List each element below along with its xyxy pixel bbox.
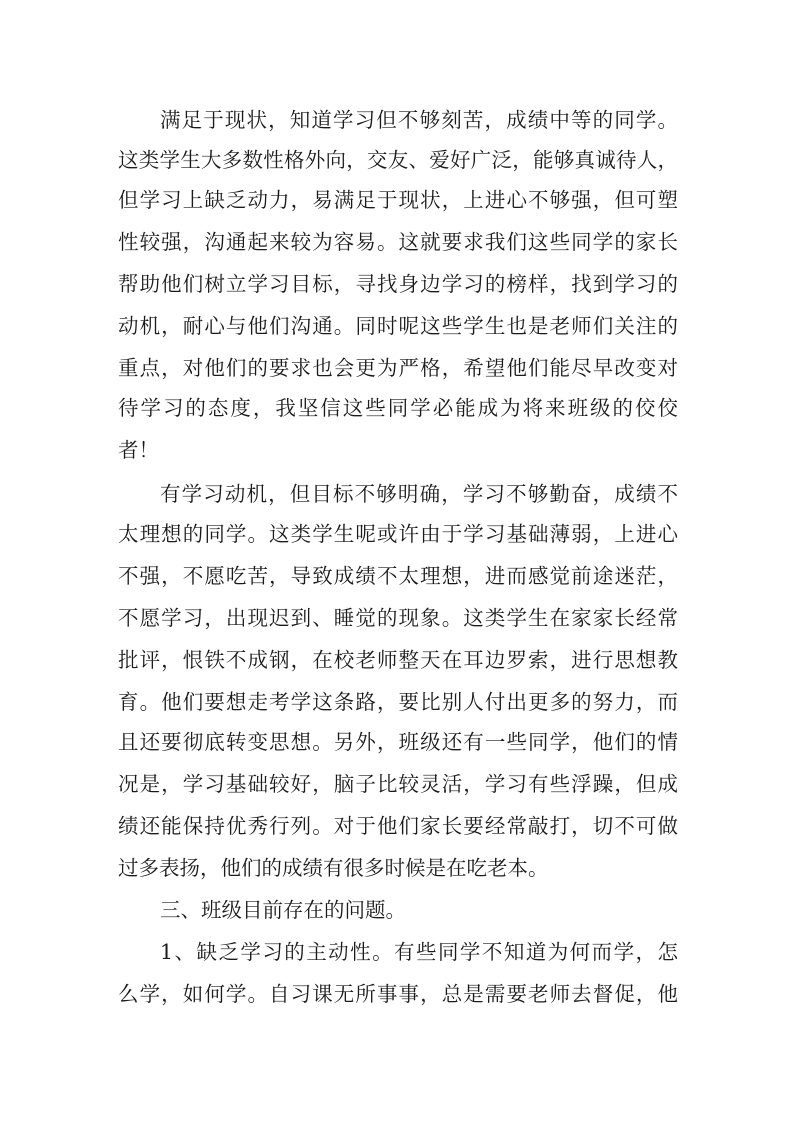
text-line: 不强，不愿吃苦，导致成绩不太理想，进而感觉前途迷茫， xyxy=(118,564,678,588)
text-line: 且还要彻底转变思想。另外，班级还有一些同学，他们的情 xyxy=(118,730,678,754)
text-line: 育。他们要想走考学这条路，要比别人付出更多的努力，而 xyxy=(118,690,678,714)
text-line: 1、缺乏学习的主动性。有些同学不知道为何而学，怎 xyxy=(160,940,678,964)
text-line: 况是，学习基础较好，脑子比较灵活，学习有些浮躁，但成 xyxy=(118,772,678,796)
text-line: 动机，耐心与他们沟通。同时呢这些学生也是老师们关注的 xyxy=(118,314,678,338)
text-line: 但学习上缺乏动力，易满足于现状，上进心不够强，但可塑 xyxy=(118,188,678,212)
text-line: 这类学生大多数性格外向，交友、爱好广泛，能够真诚待人， xyxy=(118,148,678,172)
text-line: 绩还能保持优秀行列。对于他们家长要经常敲打，切不可做 xyxy=(118,814,678,838)
text-line: 重点，对他们的要求也会更为严格，希望他们能尽早改变对 xyxy=(118,356,678,380)
text-line: 者！ xyxy=(118,438,159,462)
section-heading: 三、班级目前存在的问题。 xyxy=(160,898,406,922)
text-line: 太理想的同学。这类学生呢或许由于学习基础薄弱，上进心 xyxy=(118,522,678,546)
text-line: 过多表扬，他们的成绩有很多时候是在吃老本。 xyxy=(118,856,549,880)
text-line: 帮助他们树立学习目标，寻找身边学习的榜样，找到学习的 xyxy=(118,272,678,296)
text-line: 批评，恨铁不成钢，在校老师整天在耳边罗索，进行思想教 xyxy=(118,648,678,672)
text-line: 有学习动机，但目标不够明确，学习不够勤奋，成绩不 xyxy=(160,482,678,506)
text-line: 么学，如何学。自习课无所事事，总是需要老师去督促，他 xyxy=(118,982,678,1006)
text-line: 待学习的态度，我坚信这些同学必能成为将来班级的佼佼 xyxy=(118,396,678,420)
text-line: 性较强，沟通起来较为容易。这就要求我们这些同学的家长 xyxy=(118,230,678,254)
text-line: 不愿学习，出现迟到、睡觉的现象。这类学生在家家长经常 xyxy=(118,606,678,630)
text-line: 满足于现状，知道学习但不够刻苦，成绩中等的同学。 xyxy=(160,108,678,132)
